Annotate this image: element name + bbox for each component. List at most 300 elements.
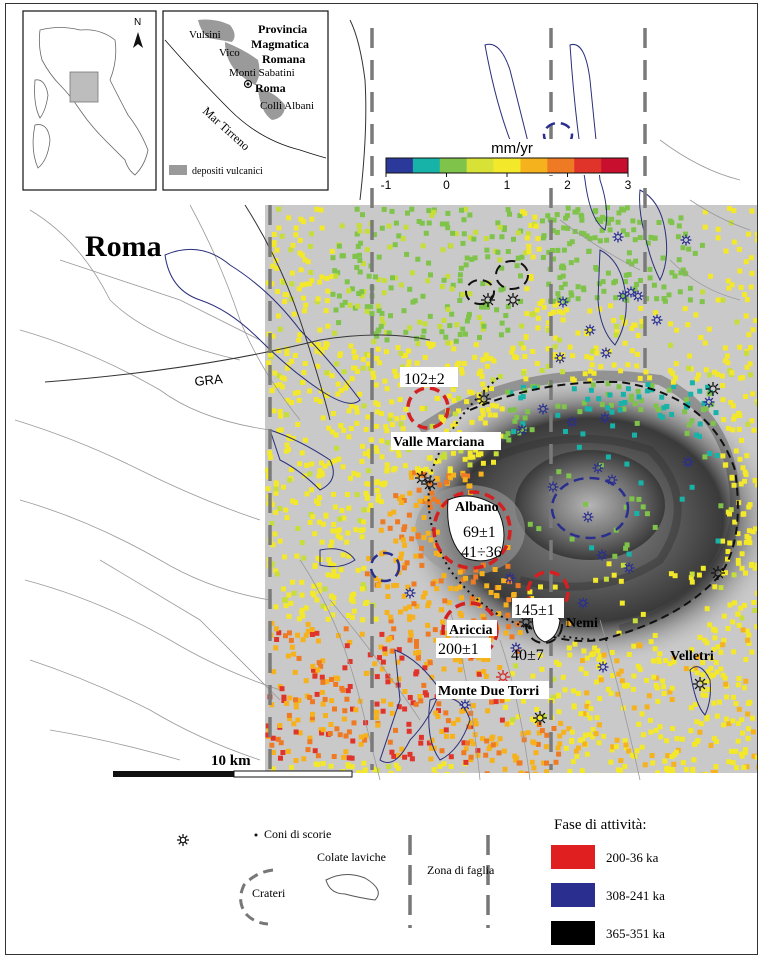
insar-point — [647, 693, 652, 698]
insar-point — [512, 419, 517, 424]
insar-point — [346, 688, 351, 693]
insar-point — [748, 361, 753, 366]
insar-point — [697, 730, 702, 735]
insar-point — [364, 733, 369, 738]
gra-label: GRA — [193, 371, 224, 389]
insar-point — [352, 355, 357, 360]
insar-point — [287, 696, 292, 701]
insar-point — [704, 406, 709, 411]
insar-point — [309, 487, 314, 492]
insar-point — [284, 603, 289, 608]
insar-point — [518, 760, 523, 765]
insar-point — [724, 695, 729, 700]
insar-point — [500, 718, 505, 723]
insar-point — [361, 566, 366, 571]
insar-point — [409, 536, 414, 541]
insar-point — [473, 230, 478, 235]
insar-point — [555, 413, 560, 418]
insar-point — [601, 289, 606, 294]
insar-point — [349, 344, 354, 349]
insar-point — [544, 733, 549, 738]
insar-point — [321, 727, 326, 732]
insar-point — [723, 345, 728, 350]
insar-point — [439, 578, 444, 583]
insar-point — [687, 422, 692, 427]
insar-point — [690, 485, 695, 490]
insar-point — [581, 649, 586, 654]
insar-point — [677, 223, 682, 228]
insar-point — [393, 242, 398, 247]
vulsini-label: Vulsini — [189, 29, 221, 41]
insar-point — [425, 278, 430, 283]
insar-point — [467, 213, 472, 218]
insar-point — [364, 491, 369, 496]
insar-point — [625, 232, 630, 237]
insar-point — [442, 667, 447, 672]
insar-point — [468, 450, 473, 455]
insar-point — [341, 464, 346, 469]
insar-point — [396, 345, 401, 350]
insar-point — [317, 473, 322, 478]
insar-point — [440, 748, 445, 753]
insar-point — [328, 544, 333, 549]
insar-point — [491, 460, 496, 465]
insar-point — [625, 362, 630, 367]
insar-point — [271, 669, 276, 674]
insar-point — [673, 274, 678, 279]
insar-point — [717, 700, 722, 705]
insar-point — [398, 556, 403, 561]
insar-point — [373, 331, 378, 336]
insar-point — [515, 263, 520, 268]
insar-point — [280, 234, 285, 239]
insar-point — [497, 750, 502, 755]
insar-point — [735, 612, 740, 617]
insar-point — [353, 707, 358, 712]
insar-point — [362, 403, 367, 408]
insar-point — [279, 740, 284, 745]
insar-point — [584, 671, 589, 676]
colorbar-tick-label: -1 — [380, 178, 392, 192]
insar-point — [320, 675, 325, 680]
age-albano-2: 41÷36 — [461, 544, 502, 561]
insar-point — [647, 267, 652, 272]
insar-point — [384, 349, 389, 354]
insar-point — [698, 422, 703, 427]
insar-point — [594, 680, 599, 685]
insar-point — [304, 605, 309, 610]
insar-point — [300, 450, 305, 455]
insar-point — [291, 243, 296, 248]
insar-point — [299, 267, 304, 272]
insar-point — [609, 691, 614, 696]
insar-point — [623, 341, 628, 346]
insar-point — [619, 579, 624, 584]
insar-point — [749, 209, 754, 214]
insar-point — [373, 400, 378, 405]
insar-point — [631, 227, 636, 232]
insar-point — [423, 355, 428, 360]
insar-point — [355, 207, 360, 212]
insar-point — [746, 332, 751, 337]
insar-point — [506, 249, 511, 254]
insar-point — [755, 591, 760, 596]
colorbar-cell — [494, 158, 521, 173]
valle-marciana-label: Valle Marciana — [393, 435, 485, 450]
insar-point — [553, 585, 558, 590]
insar-point — [752, 608, 757, 613]
insar-point — [398, 397, 403, 402]
insar-point — [390, 275, 395, 280]
age-valle-marciana: 102±2 — [404, 371, 445, 388]
insar-point — [540, 728, 545, 733]
insar-point — [434, 772, 439, 777]
insar-point — [494, 307, 499, 312]
insar-point — [745, 297, 750, 302]
insar-point — [604, 238, 609, 243]
insar-point — [434, 551, 439, 556]
insar-point — [521, 394, 526, 399]
insar-point — [562, 404, 567, 409]
insar-point — [434, 586, 439, 591]
insar-point — [385, 594, 390, 599]
insar-point — [421, 595, 426, 600]
insar-point — [447, 394, 452, 399]
insar-point — [399, 282, 404, 287]
insar-point — [530, 760, 535, 765]
insar-point — [324, 276, 329, 281]
insar-point — [667, 292, 672, 297]
insar-point — [730, 718, 735, 723]
insar-point — [719, 585, 724, 590]
insar-point — [278, 723, 283, 728]
insar-point — [524, 286, 529, 291]
insar-point — [657, 651, 662, 656]
insar-point — [650, 753, 655, 758]
insar-point — [730, 620, 735, 625]
insar-point — [298, 217, 303, 222]
insar-point — [442, 573, 447, 578]
insar-point — [630, 348, 635, 353]
legend-phase-label: 365-351 ka — [606, 926, 665, 941]
insar-point — [705, 715, 710, 720]
colorbar-cell — [520, 158, 547, 173]
insar-point — [343, 749, 348, 754]
insar-point — [440, 222, 445, 227]
insar-point — [746, 232, 751, 237]
insar-point — [714, 410, 719, 415]
insar-point — [633, 618, 638, 623]
insar-point — [334, 726, 339, 731]
insar-point — [272, 232, 277, 237]
insar-point — [471, 237, 476, 242]
insar-point — [713, 764, 718, 769]
insar-point — [670, 697, 675, 702]
legend-phases — [551, 845, 665, 945]
insar-point — [379, 324, 384, 329]
insar-point — [481, 669, 486, 674]
insar-point — [466, 315, 471, 320]
insar-point — [611, 318, 616, 323]
insar-point — [417, 219, 422, 224]
insar-point — [489, 736, 494, 741]
insar-point — [544, 761, 549, 766]
insar-point — [506, 207, 511, 212]
insar-point — [404, 252, 409, 257]
insar-point — [616, 767, 621, 772]
insar-point — [414, 669, 419, 674]
insar-point — [614, 324, 619, 329]
insar-point — [712, 370, 717, 375]
legend-craters: Crateri — [252, 886, 286, 900]
insar-point — [312, 674, 317, 679]
insar-point — [676, 234, 681, 239]
insar-point — [638, 235, 643, 240]
insar-point — [623, 546, 628, 551]
insar-point — [745, 422, 750, 427]
insar-point — [707, 373, 712, 378]
insar-point — [365, 415, 370, 420]
insar-point — [711, 421, 716, 426]
insar-point — [734, 448, 739, 453]
legend-scoria-cones: Coni di scorie — [264, 827, 332, 841]
insar-point — [418, 741, 423, 746]
insar-point — [364, 671, 369, 676]
insar-point — [304, 678, 309, 683]
insar-point — [382, 290, 387, 295]
insar-point — [618, 368, 623, 373]
insar-point — [580, 658, 585, 663]
insar-point — [293, 353, 298, 358]
insar-point — [423, 321, 428, 326]
insar-point — [608, 227, 613, 232]
insar-point — [701, 693, 706, 698]
insar-point — [456, 361, 461, 366]
insar-point — [346, 288, 351, 293]
insar-point — [722, 614, 727, 619]
insar-point — [485, 254, 490, 259]
insar-point — [413, 298, 418, 303]
insar-point — [414, 639, 419, 644]
insar-point — [316, 639, 321, 644]
insar-point — [724, 249, 729, 254]
insar-point — [536, 316, 541, 321]
insar-point — [316, 342, 321, 347]
insar-point — [601, 734, 606, 739]
insar-point — [406, 349, 411, 354]
insar-point — [426, 632, 431, 637]
insar-point — [503, 767, 508, 772]
insar-point — [700, 299, 705, 304]
insar-point — [396, 233, 401, 238]
scale-bar-white — [234, 771, 352, 777]
region-title-line-1: Provincia — [258, 22, 308, 36]
insar-point — [742, 685, 747, 690]
insar-point — [285, 515, 290, 520]
insar-point — [301, 556, 306, 561]
insar-point — [409, 633, 414, 638]
insar-point — [703, 341, 708, 346]
insar-point — [408, 752, 413, 757]
insar-point — [398, 610, 403, 615]
insar-point — [525, 236, 530, 241]
insar-point — [446, 307, 451, 312]
insar-point — [587, 309, 592, 314]
insar-point — [401, 236, 406, 241]
velletri-label: Velletri — [670, 649, 714, 664]
insar-point — [331, 573, 336, 578]
insar-point — [286, 749, 291, 754]
insar-point — [383, 379, 388, 384]
insar-point — [385, 679, 390, 684]
insar-point — [467, 390, 472, 395]
insar-point — [284, 292, 289, 297]
insar-point — [637, 394, 642, 399]
insar-point — [558, 721, 563, 726]
insar-point — [512, 354, 517, 359]
insar-point — [635, 352, 640, 357]
insar-point — [612, 573, 617, 578]
insar-point — [736, 739, 741, 744]
insar-point — [518, 630, 523, 635]
insar-point — [485, 364, 490, 369]
insar-point — [380, 519, 385, 524]
insar-point — [585, 397, 590, 402]
insar-point — [746, 633, 751, 638]
insar-point — [297, 398, 302, 403]
insar-point — [330, 429, 335, 434]
insar-point — [276, 207, 281, 212]
insar-point — [336, 457, 341, 462]
insar-point — [595, 715, 600, 720]
insar-point — [282, 376, 287, 381]
insar-point — [360, 632, 365, 637]
age-nemi-2: 40±7 — [511, 647, 544, 664]
insar-point — [361, 357, 366, 362]
insar-point — [663, 299, 668, 304]
insar-point — [437, 324, 442, 329]
insar-point — [734, 765, 739, 770]
insar-point — [308, 471, 313, 476]
insar-point — [521, 371, 526, 376]
insar-point — [612, 363, 617, 368]
insar-point — [379, 438, 384, 443]
insar-point — [379, 551, 384, 556]
insar-point — [450, 231, 455, 236]
insar-point — [658, 734, 663, 739]
insar-point — [368, 503, 373, 508]
insar-point — [326, 557, 331, 562]
insar-point — [317, 583, 322, 588]
insar-point — [477, 371, 482, 376]
insar-point — [608, 393, 613, 398]
insar-point — [266, 360, 271, 365]
insar-point — [734, 701, 739, 706]
insar-point — [691, 757, 696, 762]
insar-point — [444, 734, 449, 739]
insar-point — [634, 511, 639, 516]
insar-point — [583, 502, 588, 507]
insar-point — [732, 483, 737, 488]
insar-point — [355, 492, 360, 497]
insar-point — [359, 459, 364, 464]
insar-point — [737, 541, 742, 546]
insar-point — [415, 361, 420, 366]
insar-point — [485, 708, 490, 713]
insar-point — [485, 771, 490, 776]
nemi-label: Nemi — [566, 616, 598, 631]
insar-point — [583, 371, 588, 376]
insar-point — [729, 507, 734, 512]
colorbar-cell — [386, 158, 413, 173]
insar-point — [747, 536, 752, 541]
insar-point — [379, 317, 384, 322]
insar-point — [636, 642, 641, 647]
insar-point — [304, 463, 309, 468]
insar-point — [462, 231, 467, 236]
insar-point — [577, 445, 582, 450]
insar-point — [563, 687, 568, 692]
insar-point — [341, 552, 346, 557]
legend-phase-label: 200-36 ka — [606, 850, 659, 865]
insar-point — [504, 602, 509, 607]
insar-point — [341, 428, 346, 433]
insar-point — [416, 534, 421, 539]
insar-point — [374, 356, 379, 361]
insar-point — [320, 540, 325, 545]
region-title-line-2: Magmatica — [251, 37, 309, 51]
insar-point — [458, 667, 463, 672]
colorbar-cell — [413, 158, 440, 173]
insar-point — [735, 320, 740, 325]
insar-point — [534, 750, 539, 755]
insar-point — [750, 716, 755, 721]
insar-point — [585, 406, 590, 411]
insar-point — [278, 756, 283, 761]
insar-point — [755, 232, 760, 237]
insar-point — [732, 572, 737, 577]
insar-point — [507, 212, 512, 217]
insar-point — [707, 451, 712, 456]
colorbar-tick-label: 3 — [624, 178, 632, 192]
insar-point — [376, 347, 381, 352]
insar-point — [312, 531, 317, 536]
insar-point — [700, 243, 705, 248]
insar-point — [396, 766, 401, 771]
insar-point — [708, 666, 713, 671]
insar-point — [317, 660, 322, 665]
scale-bar-label: 10 km — [211, 753, 251, 769]
insar-point — [386, 764, 391, 769]
insar-point — [274, 637, 279, 642]
insar-point — [726, 549, 731, 554]
insar-point — [712, 584, 717, 589]
insar-point — [360, 586, 365, 591]
insar-point — [664, 738, 669, 743]
insar-point — [289, 765, 294, 770]
insar-point — [423, 690, 428, 695]
insar-point — [732, 240, 737, 245]
insar-point — [535, 308, 540, 313]
insar-point — [557, 338, 562, 343]
insar-point — [335, 528, 340, 533]
insar-point — [454, 322, 459, 327]
insar-point — [506, 597, 511, 602]
insar-point — [352, 720, 357, 725]
insar-point — [317, 328, 322, 333]
insar-point — [332, 707, 337, 712]
insar-point — [600, 402, 605, 407]
